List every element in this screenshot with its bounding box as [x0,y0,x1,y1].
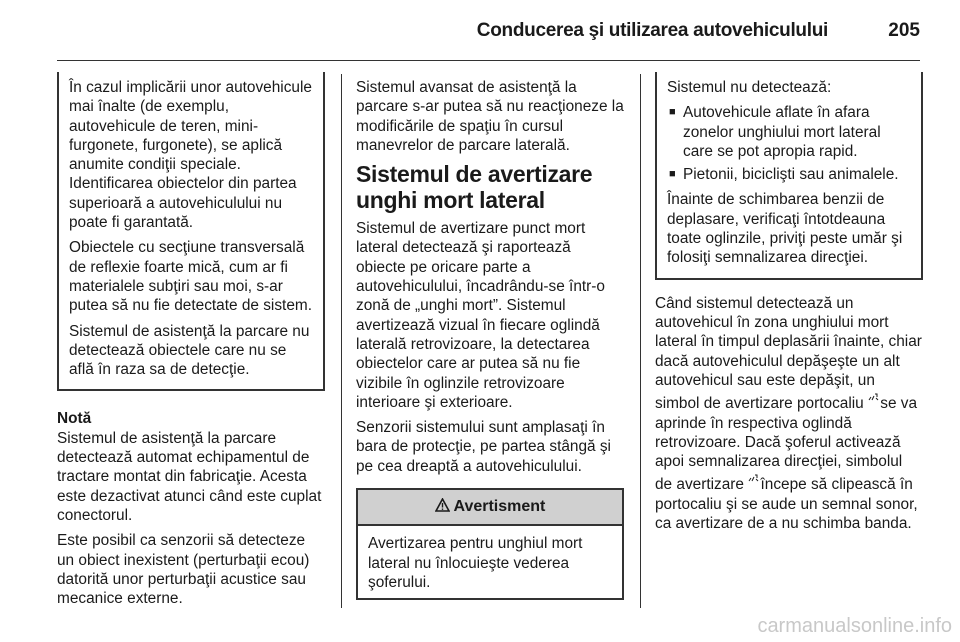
column-2 [356,78,624,600]
bullet-square-icon: ■ [669,168,676,181]
note-paragraph: Este posibil ca senzorii să detecteze un obiect inexistent (perturbaţii ecou) datorită unor perturbaţii acustice sau mecanice externe. [57,532,310,608]
column-divider [640,74,641,608]
bullet-square-icon: ■ [669,106,676,119]
section-heading: Sistemul de avertizare unghi mort lateral [356,161,593,214]
body-paragraph: Când sistemul detectează un autovehicul în zona unghiului mort lateral în timpul deplasării înainte, chiar dacă autovehiculul depăşeşte un alt autovehicul sau este depăşit, un simbol de avertizare portocaliu se va aprinde în respectiva oglindă retrovizoare. Dacă şoferul activează apoi semnalizarea direcţiei, simbolul de avertizare începe să clipească în portocaliu şi se aude un semnal sonor, ca avertizare de a nu schimba banda. [655,294,922,533]
warning-title: Avertisment [453,498,546,516]
list-item: ■ Pietonii, biciclişti sau animalele. [669,166,899,184]
note-title: Notă [57,410,92,428]
header-rule [57,60,920,61]
warning-box [356,488,624,600]
column-3 [655,78,923,539]
column-divider [341,74,342,608]
page-number: 205 [888,20,920,41]
box-outro: Înainte de schimbarea benzii de deplasare, verificaţi întotdeauna toate oglinzile, priviţi peste umăr şi folosiţi semnalizarea direcţiei. [667,191,903,267]
info-box [655,72,923,280]
box-intro: Sistemul nu detectează: [667,79,832,96]
intro-paragraph: Sistemul avansat de asistenţă la parcare s-ar putea să nu reacţioneze la modificările de spaţiu în cursul manevrelor de parcare laterală. [356,79,624,154]
body-paragraph: Sistemul de avertizare punct mort lateral detectează şi raportează obiecte pe oricare parte a autovehiculului, încadrându-se într-o zonă de „unghi mort”. Sistemul avertizează vizual în fiecare oglindă laterală retrovizoare, la detectarea obiectelor care ar putea să nu fie vizibile în oglinzile retrovizoare interioare şi exterioare. [356,220,605,411]
watermark: carmanualsonline.info [757,615,952,637]
page-header [0,0,960,60]
chapter-title: Conducerea şi utilizarea autovehiculului [476,20,828,41]
box-paragraph: Obiectele cu secţiune transversală de reflexie foarte mică, cum ar fi materialele subţiri sau moi, s-ar putea să nu fie detectate de sistem. [69,239,312,315]
blind-spot-symbol-icon [748,476,760,485]
info-box [57,72,325,391]
note-paragraph: Sistemul de asistenţă la parcare detectează automat echipamentul de tractare montat din fabricaţie. Acesta este dezactivat atunci când este cuplat conectorul. [57,429,322,524]
bullet-list [667,103,911,184]
box-paragraph: În cazul implicării unor autovehicule mai înalte (de exemplu, autovehicule de teren, mini-furgonete, furgonete), se aplică anumite condiţii speciale. Identificarea obiectelor din partea superioară a autovehiculului nu poate fi garantată. [69,79,312,232]
blind-spot-symbol-icon [868,395,880,404]
list-item: ■ Autovehicule aflate în afara zonelor unghiului mort lateral care se pot apropia rapid. [669,104,881,160]
warning-header [358,490,622,526]
warning-text: Avertizarea pentru unghiul mort lateral nu înlocuieşte vederea şoferului. [368,535,583,591]
body-paragraph: Senzorii sistemului sunt amplasaţi în bara de protecţie, pe partea stângă şi pe cea dreaptă a autovehiculului. [356,419,611,475]
box-paragraph: Sistemul de asistenţă la parcare nu detectează obiectele care nu se află în raza sa de detecţie. [69,322,310,379]
warning-triangle-icon [435,498,454,515]
column-1 [57,78,325,614]
